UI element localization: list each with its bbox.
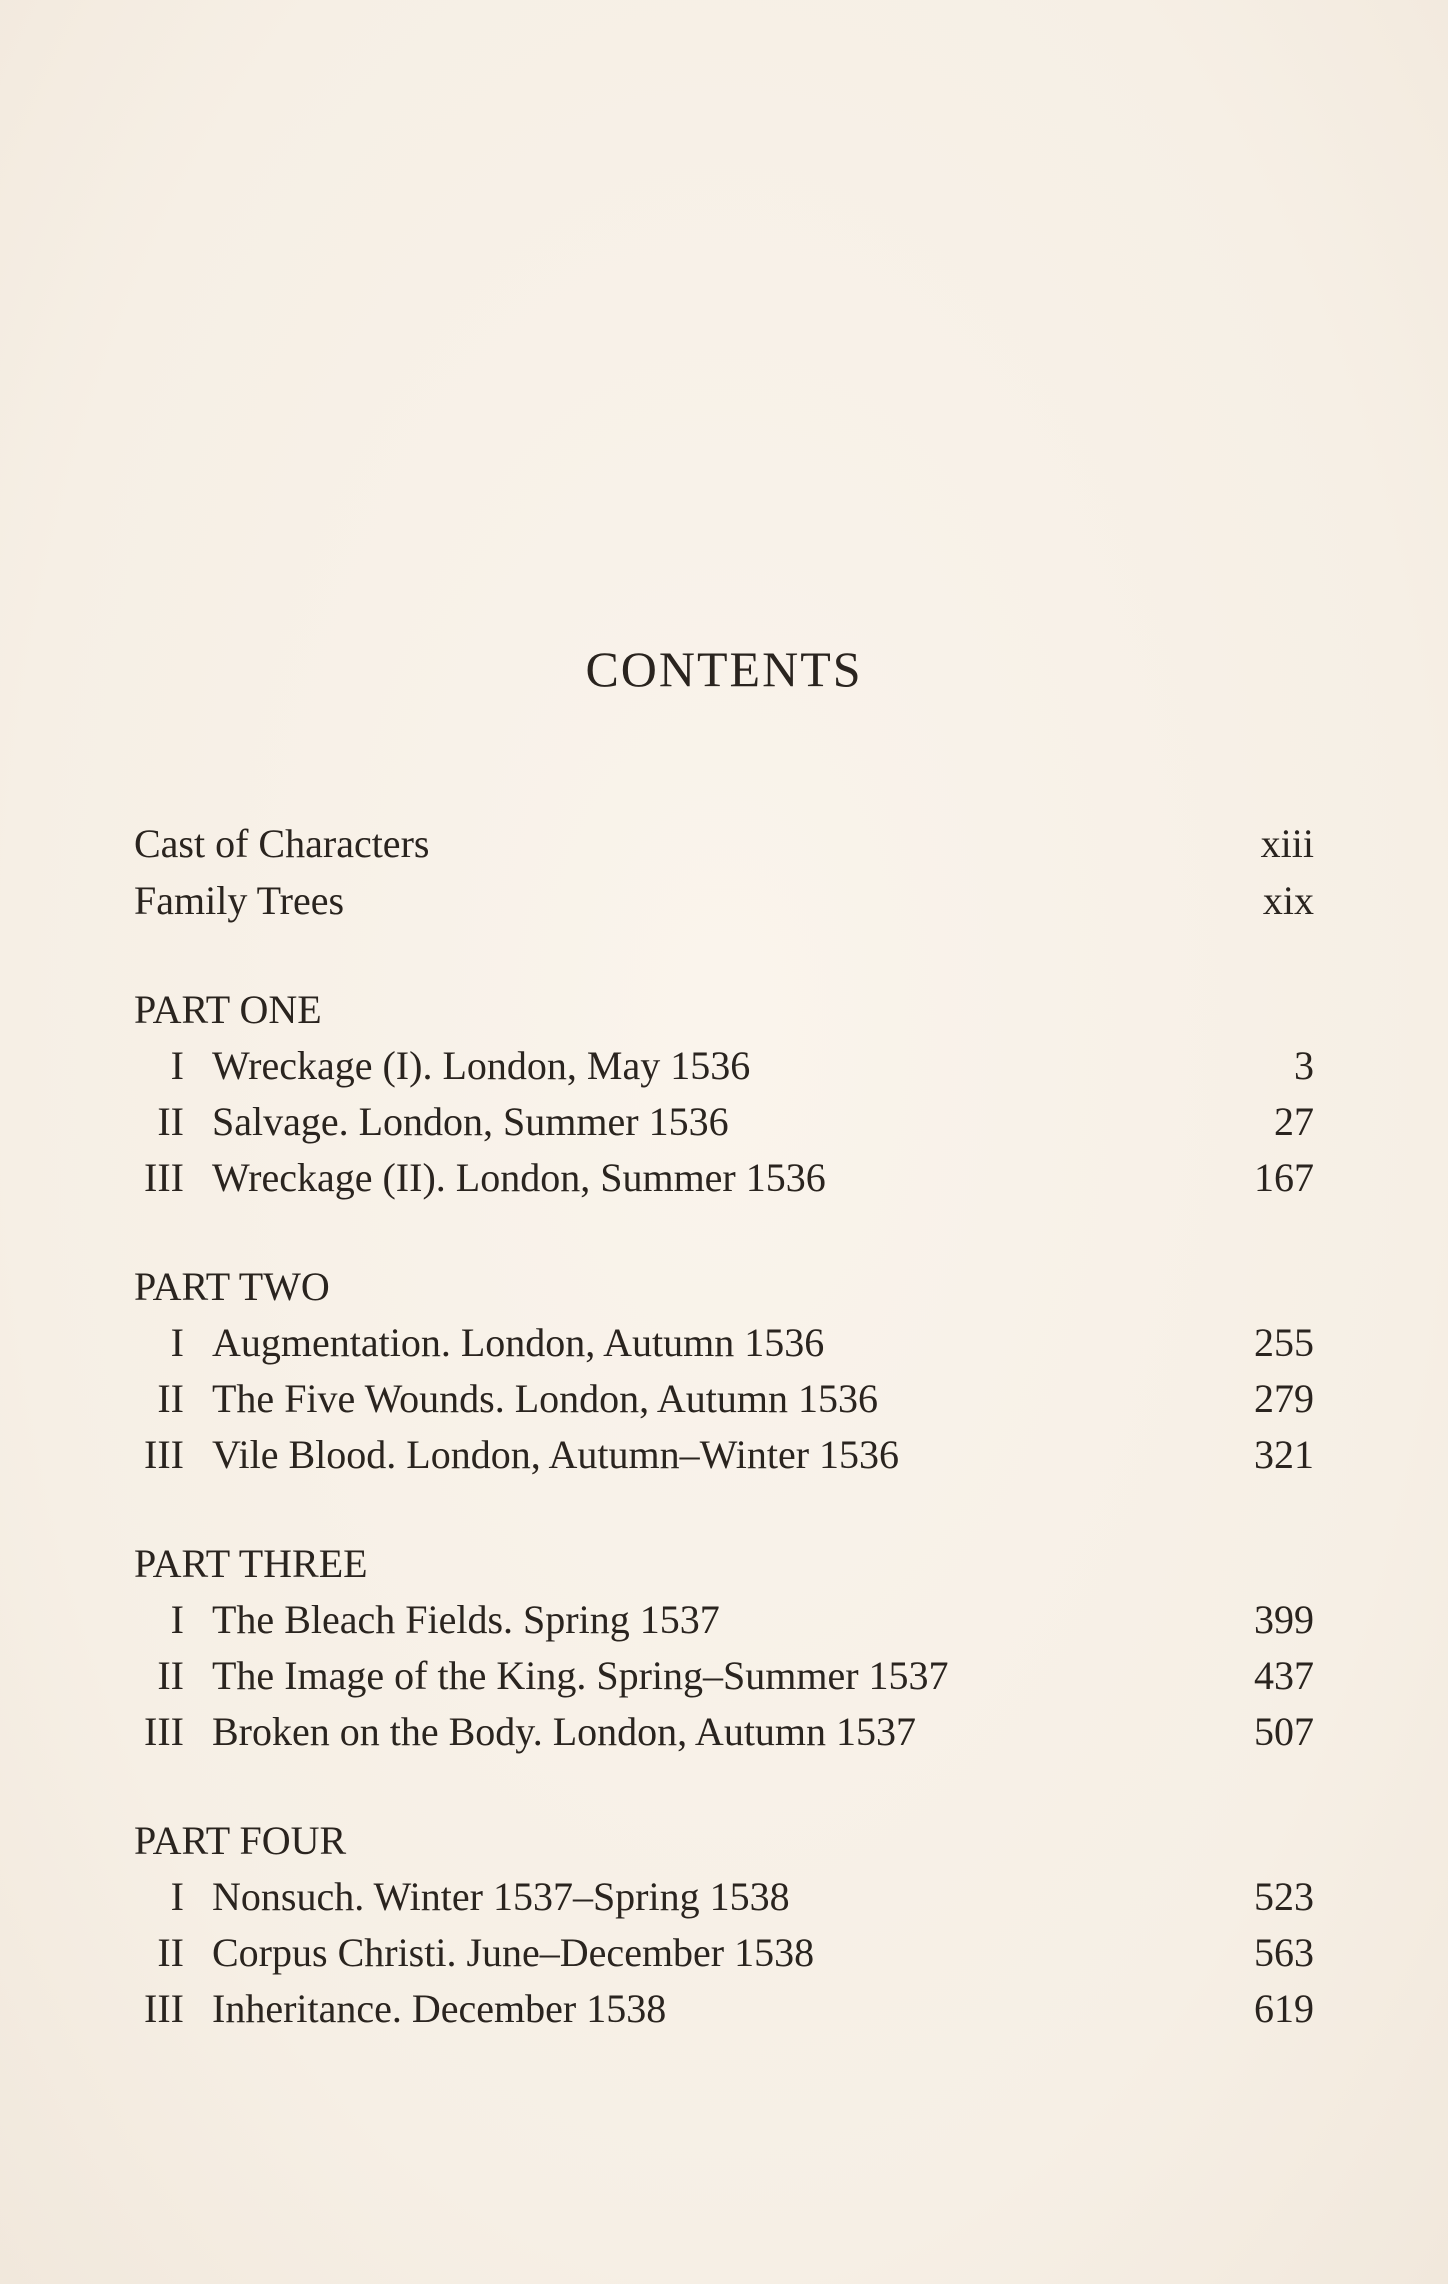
front-matter-row (134, 815, 1314, 872)
chapter-page: 255 (1254, 1320, 1314, 1365)
chapter-title: Wreckage (II). London, Summer 1536 (212, 1155, 826, 1200)
chapter-title: Inheritance. December 1538 (212, 1986, 667, 2031)
front-matter-page: xiii (1260, 821, 1314, 866)
chapter-row (134, 1094, 1314, 1150)
chapter-page: 3 (1294, 1043, 1314, 1088)
part-heading: PART TWO (134, 1264, 330, 1309)
chapter-title: The Bleach Fields. Spring 1537 (212, 1597, 720, 1642)
chapter-page: 321 (1254, 1432, 1314, 1477)
chapter-page: 507 (1254, 1709, 1314, 1754)
chapter-page: 437 (1254, 1653, 1314, 1698)
part-heading: PART ONE (134, 987, 322, 1032)
chapter-numeral: II (157, 1099, 184, 1144)
chapter-numeral: II (157, 1930, 184, 1975)
part-section (134, 981, 1314, 1206)
chapter-page: 167 (1254, 1155, 1314, 1200)
table-of-contents (134, 815, 1314, 2037)
part-heading: PART FOUR (134, 1818, 347, 1863)
chapter-numeral: II (157, 1653, 184, 1698)
chapter-row (134, 1925, 1314, 1981)
chapter-page: 523 (1254, 1874, 1314, 1919)
chapter-row (134, 1371, 1314, 1427)
front-matter-label: Cast of Characters (134, 821, 430, 866)
chapter-title: The Five Wounds. London, Autumn 1536 (212, 1376, 879, 1421)
part-heading: PART THREE (134, 1541, 368, 1586)
chapter-title: Nonsuch. Winter 1537–Spring 1538 (212, 1874, 790, 1919)
front-matter-row (134, 872, 1314, 929)
chapter-numeral: I (170, 1320, 184, 1365)
chapter-numeral: I (170, 1043, 184, 1088)
chapter-numeral: II (157, 1376, 184, 1421)
chapter-title: Broken on the Body. London, Autumn 1537 (212, 1709, 917, 1754)
chapter-row (134, 1427, 1314, 1483)
chapter-page: 279 (1254, 1376, 1314, 1421)
chapter-numeral: I (170, 1597, 184, 1642)
chapter-row (134, 1869, 1314, 1925)
chapter-row (134, 1981, 1314, 2037)
front-matter-page: xix (1262, 878, 1314, 923)
chapter-row (134, 1150, 1314, 1206)
front-matter-label: Family Trees (134, 878, 345, 923)
chapter-title: Corpus Christi. June–December 1538 (212, 1930, 815, 1975)
chapter-numeral: I (170, 1874, 184, 1919)
contents-title: CONTENTS (585, 641, 863, 697)
chapter-numeral: III (144, 1155, 184, 1200)
chapter-title: Vile Blood. London, Autumn–Winter 1536 (212, 1432, 900, 1477)
part-section (134, 1258, 1314, 1483)
chapter-title: The Image of the King. Spring–Summer 1537 (212, 1653, 949, 1698)
chapter-numeral: III (144, 1986, 184, 2031)
chapter-row (134, 1592, 1314, 1648)
chapter-title: Augmentation. London, Autumn 1536 (212, 1320, 825, 1365)
part-section (134, 1812, 1314, 2037)
chapter-numeral: III (144, 1709, 184, 1754)
chapter-title: Salvage. London, Summer 1536 (212, 1099, 729, 1144)
chapter-page: 563 (1254, 1930, 1314, 1975)
chapter-row (134, 1038, 1314, 1094)
chapter-row (134, 1648, 1314, 1704)
chapter-page: 27 (1274, 1099, 1314, 1144)
chapter-numeral: III (144, 1432, 184, 1477)
chapter-page: 399 (1254, 1597, 1314, 1642)
chapter-row (134, 1315, 1314, 1371)
part-section (134, 1535, 1314, 1760)
chapter-title: Wreckage (I). London, May 1536 (212, 1043, 751, 1088)
chapter-row (134, 1704, 1314, 1760)
chapter-page: 619 (1254, 1986, 1314, 2031)
